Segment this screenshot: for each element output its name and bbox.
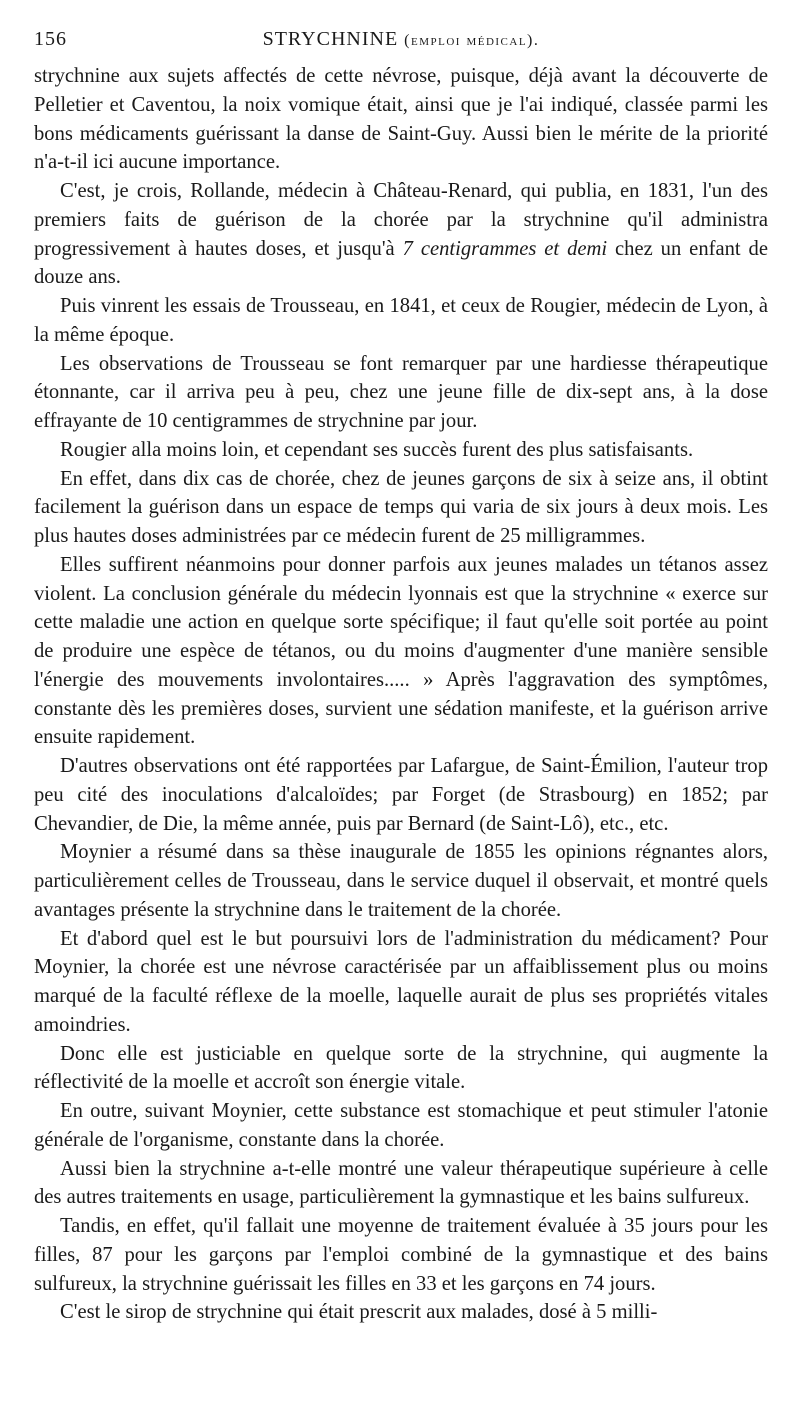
paragraph: Rougier alla moins loin, et cependant ses succès furent des plus satisfaisants.	[60, 438, 694, 461]
book-page	[34, 28, 768, 1327]
paragraph: Puis vinrent les essais de Trousseau, en 1841, et ceux de Rougier, médecin de Lyon, à la même époque.	[34, 295, 768, 346]
paragraph: En effet, dans dix cas de chorée, chez de jeunes garçons de six à seize ans, il obtint facilement la guérison dans un espace de temps qui varia de six jours à deux mois. Les plus hautes doses administrées par ce médecin furent de 25 milligrammes.	[34, 467, 768, 547]
paragraph: Tandis, en effet, qu'il fallait une moyenne de traitement évaluée à 35 jours pour les filles, 87 pour les garçons par l'emploi combiné de la gymnastique et des bains sulfureux, la strychnine guérissait les filles en 33 et les garçons en 74 jours.	[34, 1215, 768, 1295]
running-head	[34, 28, 768, 51]
paragraph: D'autres observations ont été rapportées par Lafargue, de Saint-Émilion, l'auteur trop peu cité des inoculations d'alcaloïdes; par Forget (de Strasbourg) en 1852; par Chevandier, de Die, la même année, puis par Bernard (de Saint-Lô), etc., etc.	[34, 755, 768, 835]
paragraph-text: C'est, je crois, Rollande, médecin à Château-Renard, qui publia, en 1831, l'un des premiers faits de guérison de la chorée par la strychnine qu'il administra progressivement à hautes doses, et jusqu'à	[34, 180, 768, 260]
page-number: 156	[34, 28, 67, 50]
paragraph: Aussi bien la strychnine a-t-elle montré une valeur thérapeutique supérieure à celle des autres traitements en usage, particulièrement la gymnastique et les bains sulfureux.	[34, 1157, 768, 1209]
page-header	[34, 28, 768, 62]
paragraph-text: chez un enfant de douze ans.	[34, 237, 768, 289]
paragraph: Les observations de Trousseau se font remarquer par une hardiesse thérapeutique étonnante, car il arriva peu à peu, chez une jeune fille de dix-sept ans, à la dose effrayante de 10 centigrammes de strychnine par jour.	[34, 352, 768, 432]
paragraph-last: C'est le sirop de strychnine qui était prescrit aux malades, dosé à 5 milli-	[60, 1301, 658, 1324]
paragraph: En outre, suivant Moynier, cette substance est stomachique et peut stimuler l'atonie générale de l'organisme, constante dans la chorée.	[34, 1100, 768, 1151]
running-head-subtitle: (emploi médical).	[404, 32, 540, 49]
paragraph: Elles suffirent néanmoins pour donner parfois aux jeunes malades un tétanos assez violent. La conclusion générale du médecin lyonnais est que la strychnine « exerce sur cette maladie une action en quelque sorte spécifique; il faut qu'elle soit portée au point de produire une espèce de tétanos, ou du moins d'augmenter d'une manière sensible l'énergie des mouvements involontaires..... » Après l'aggravation des symptômes, constante dès les premières doses, survient une sédation manifeste, et la guérison arrive ensuite rapidement.	[34, 553, 768, 749]
running-head-title: STRYCHNINE	[262, 28, 399, 50]
paragraph: Donc elle est justiciable en quelque sorte de la strychnine, qui augmente la réflectivité de la moelle et accroît son énergie vitale.	[34, 1042, 768, 1094]
paragraph-continued: strychnine aux sujets affectés de cette névrose, puisque, déjà avant la découverte de Pelletier et Caventou, la noix vomique était, ainsi que je l'ai indiqué, classée parmi les bons médicaments guérissant la danse de Saint-Guy. Aussi bien le mérite de la priorité n'a-t-il ici aucune importance.	[34, 65, 768, 174]
body-text	[34, 62, 768, 1327]
paragraph: Moynier a résumé dans sa thèse inaugurale de 1855 les opinions régnantes alors, particulièrement celles de Trousseau, dans le service duquel il observait, et montré quels avantages présente la strychnine dans le traitement de la chorée.	[34, 841, 768, 921]
paragraph: Et d'abord quel est le but poursuivi lors de l'administration du médicament? Pour Moynier, la chorée est une névrose caractérisée par un affaiblissement plus ou moins marqué de la faculté réflexe de la moelle, laquelle aurait de plus ses propriétés vitales amoindries.	[34, 927, 768, 1036]
paragraph-rollande	[34, 177, 768, 292]
italic-dose: 7 centigrammes et demi	[402, 237, 608, 260]
